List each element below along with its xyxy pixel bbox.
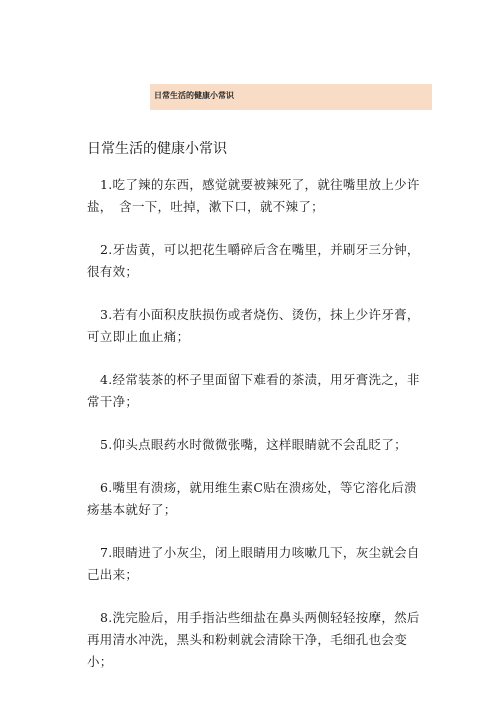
tips-list — [87, 174, 427, 694]
header-title: 日常生活的健康小常识 — [154, 91, 234, 100]
document-title: 日常生活的健康小常识 — [87, 141, 227, 157]
tip-item-2: 2.牙齿黄，可以把花生嚼碎后含在嘴里，并刷牙三分钟，很有效； — [87, 242, 420, 279]
tip-item-3: 3.若有小面积皮肤损伤或者烧伤、烫伤，抹上少许牙膏，可立即止血止痛； — [87, 307, 420, 344]
header-band — [150, 84, 432, 110]
tip-item-8: 8.洗完脸后，用手指沾些细盐在鼻头两侧轻轻按摩，然后再用清水冲洗，黑头和粉刺就会清除干净，毛细孔也会变小； — [87, 610, 420, 669]
tip-item-7: 7.眼睛进了小灰尘，闭上眼睛用力咳嗽几下，灰尘就会自己出来； — [87, 545, 420, 582]
tip-item-4: 4.经常装茶的杯子里面留下难看的茶渍，用牙膏洗之，非常干净； — [87, 372, 420, 409]
tip-item-5: 5.仰头点眼药水时微微张嘴，这样眼睛就不会乱眨了； — [100, 437, 407, 452]
tip-item-1: 1.吃了辣的东西，感觉就要被辣死了，就往嘴里放上少许盐， 含一下，吐掉，漱下口，就不辣了； — [87, 177, 420, 214]
tip-item-6: 6.嘴里有溃疡，就用维生素C贴在溃疡处，等它溶化后溃疡基本就好了； — [87, 480, 417, 517]
